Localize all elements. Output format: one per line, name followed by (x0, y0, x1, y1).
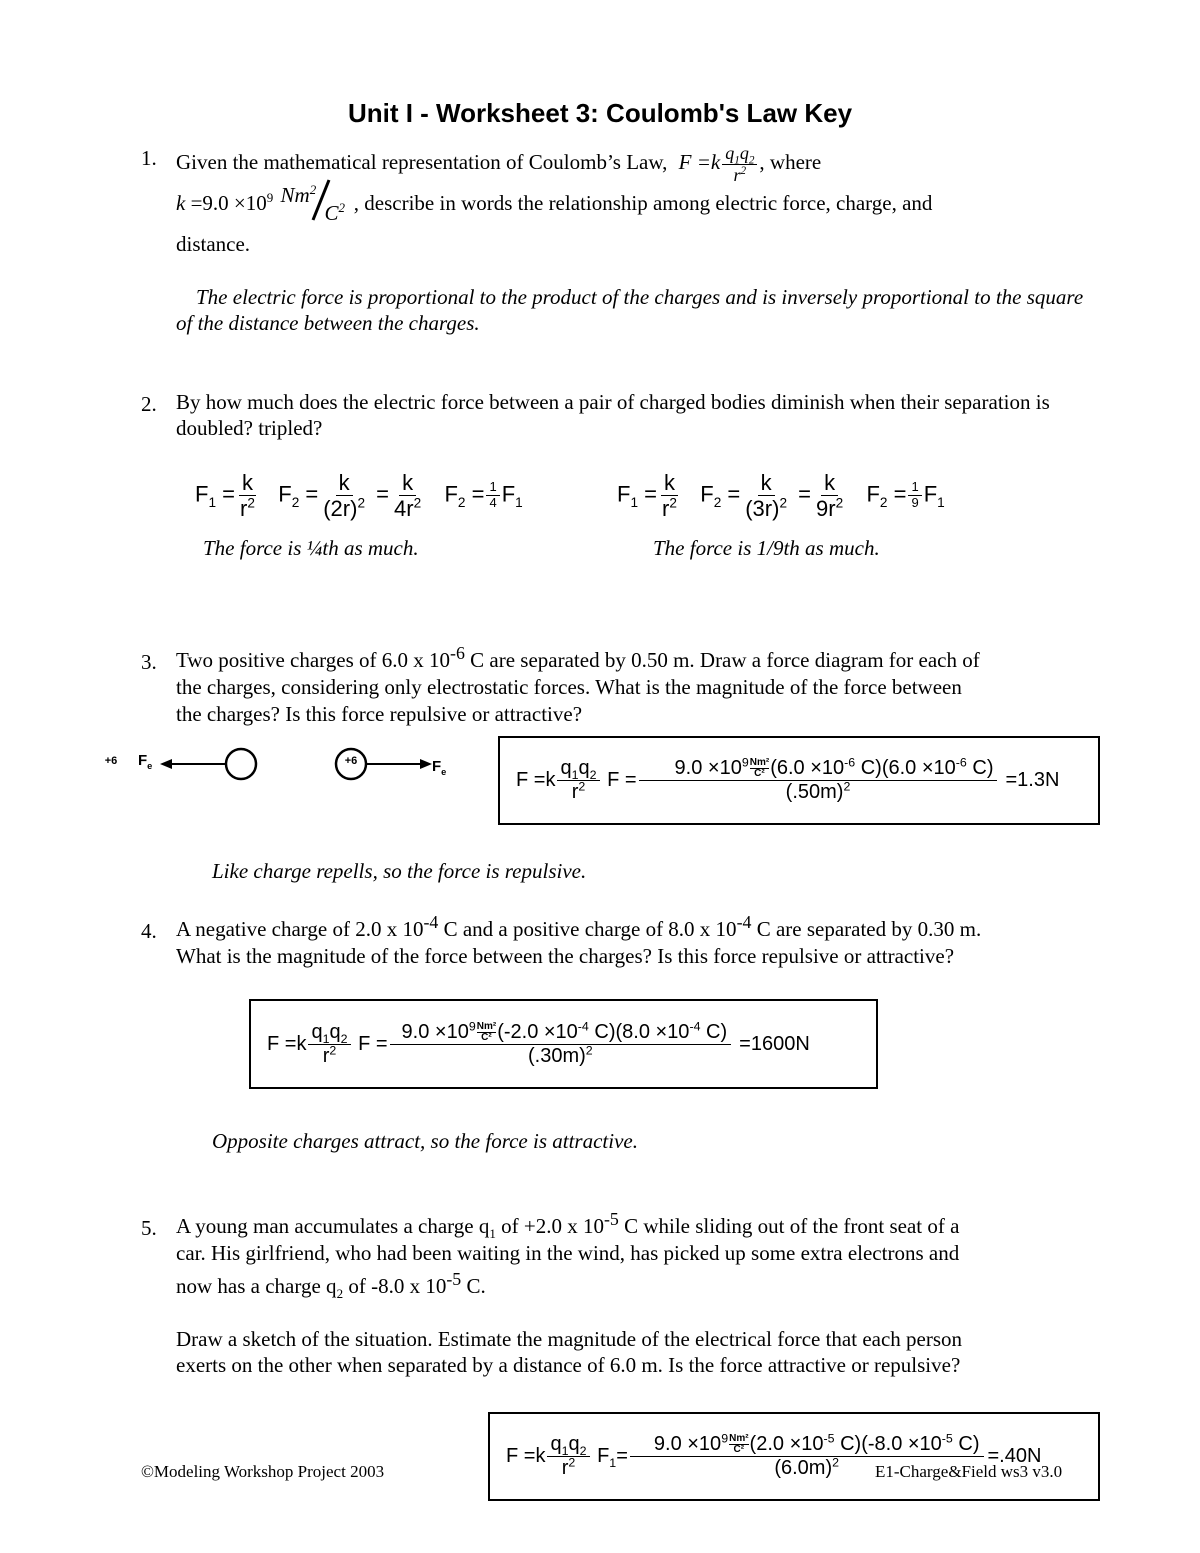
q3-arrow-right-head (420, 759, 432, 769)
q2-equation-left: $F_1$ = $\frac{k}{r^2}$ $F_2$ = $\frac{k}{(2r)^2}$ = $\frac{k}{4r^2}$ $F_2$ = $\frac{1}{4}$ $F_1$ (195, 470, 523, 522)
q3-line1 (176, 643, 980, 673)
q4-line2: What is the magnitude of the force between the charges? Is this force repulsive or attractive? (176, 944, 955, 968)
q3-force-diagram (130, 740, 460, 790)
q1-answer: The electric force is proportional to the product of the charges and is inversely proportional to the square of the distance between the charges. (176, 285, 1084, 335)
q3-charge-left (226, 749, 256, 779)
q2-text: By how much does the electric force between a pair of charged bodies diminish when their separation is doubled? tripled? (176, 390, 1050, 440)
q5-line2: car. His girlfriend, who had been waiting in the wind, has picked up some extra electrons and (176, 1241, 960, 1265)
q5-number: 5. (141, 1216, 157, 1240)
q3-result: =1.3N (1005, 769, 1060, 791)
q3-line2: the charges, considering only electrostatic forces. What is the magnitude of the force between (176, 675, 962, 699)
q2-left-coef: 1 (486, 480, 499, 496)
q4-number: 4. (141, 919, 157, 943)
q1-formula: F =k $\frac{q_1q_2}{r^2}$ (679, 150, 760, 174)
q2-equation-right: $F_1$ = $\frac{k}{r^2}$ $F_2$ = $\frac{k}{(3r)^2}$ = $\frac{k}{9r^2}$ $F_2$ = $\frac{1}{9}$ $F_1$ (617, 470, 945, 522)
q1-text-b: , describe in words the relationship among electric force, charge, and (353, 191, 933, 215)
q2-answer-left: The force is ¼th as much. (203, 536, 419, 560)
q5-calc: F =k $\frac{q_1q_2}{r^2}$ $F_1=$ $9.0 \times 10^9$ $\frac{\text{Nm²}}{\text{C²}}$ ($2.0 \times 10^{-5}$ $C)(-8.0 \times 10^{-5}$ C) $(6.0m)^2$ =.40N (506, 1431, 1042, 1479)
q2-left-den2: 4r (394, 496, 414, 522)
q4-answer: Opposite charges attract, so the force is attractive. (212, 1129, 638, 1153)
q3-line1-b: C are separated by 0.50 m. Draw a force diagram for each of (464, 648, 980, 672)
q4-answer-box (249, 999, 878, 1089)
q2-right-den2: 9r (816, 496, 836, 522)
q4-calc: F =k $\frac{q_1q_2}{r^2}$ F = $9.0 \times 10^9$ $\frac{\text{Nm²}}{\text{C²}}$ ($-2.0 \times 10^{-4}$ $C)(8.0 \times 10^{-4}$ C) $(.30m)^2$ =1600N (267, 1018, 810, 1067)
q4-result: =1600N (739, 1032, 810, 1055)
q3-calc: F =k $\frac{q_1q_2}{r^2}$ F = $9.0 \times 10^9$ $\frac{\text{Nm²}}{\text{C²}}$ ($6.0 \times 10^{-6}$ $C)(6.0 \times 10^{-6}$ C) $(.50m)^2$ =1.3N (516, 755, 1060, 803)
q3-line3: the charges? Is this force repulsive or attractive? (176, 702, 583, 726)
q1-k-units: Nm$^2$ $C^2$ (279, 190, 349, 220)
q1-where: , where (759, 150, 822, 174)
q5-para2-line1: Draw a sketch of the situation. Estimate the magnitude of the electrical force that each person (176, 1327, 963, 1351)
q3-charge-left-label: +6 (104, 755, 118, 767)
q3-number: 3. (141, 650, 157, 674)
footer-version: E1-Charge&Field ws3 v3.0 (875, 1462, 1063, 1481)
q1-number: 1. (141, 146, 157, 170)
q2-right-coef: 1 (908, 480, 921, 496)
q3-denominator: (.50m) (785, 781, 844, 803)
q2-right-den1: (3r) (745, 496, 780, 522)
q2-answer-right: The force is 1/9th as much. (653, 536, 880, 560)
q2-number: 2. (141, 392, 157, 416)
q5-line3: now has a charge $q_2$ of -8.0 x $10^{-5}$ C. (176, 1269, 486, 1302)
q5-line1: A young man accumulates a charge $q_1$ of +2.0 x $10^{-5}$ C while sliding out of the front seat of a (176, 1209, 960, 1242)
q3-line1-a: Two positive charges of 6.0 x 10 (176, 648, 451, 672)
q3-line1-exp: -6 (450, 643, 465, 663)
q2-left-coef-den: 4 (489, 495, 497, 511)
page-title: Unit I - Worksheet 3: Coulomb's Law Key (347, 98, 853, 128)
q1-text-c: distance. (176, 232, 251, 256)
q1-k-symbol: k (176, 191, 186, 215)
q2-left-den1: (2r) (323, 496, 358, 522)
q1-text (176, 143, 821, 185)
q3-answer-box (498, 736, 1100, 825)
q3-force-right-label: $F_e$ (432, 758, 447, 777)
q3-charge-right-label: +6 (344, 755, 358, 767)
q5-denominator: (6.0m) (774, 1457, 833, 1479)
q3-force-left-label: $F_e$ (138, 752, 153, 771)
q5-para2-line2: exerts on the other when separated by a distance of 6.0 m. Is the force attractive or repulsive? (176, 1353, 961, 1377)
footer-copyright: ©Modeling Workshop Project 2003 (141, 1462, 385, 1481)
q1-k-value: 9.0 ×10 (202, 191, 267, 215)
q5-answer-box (488, 1412, 1100, 1501)
q1-text-a: Given the mathematical representation of Coulomb’s Law, (176, 150, 668, 174)
q4-denominator: (.30m) (527, 1044, 586, 1067)
q3-answer: Like charge repells, so the force is repulsive. (212, 859, 587, 883)
q5-result: =.40N (987, 1445, 1042, 1467)
q2-right-coef-den: 9 (911, 495, 919, 511)
q1-k-line: $k =9.0 \times 10^9$ Nm$^2$ $C^2$ , describe in words the relationship among electric force, charge, and (176, 190, 932, 220)
q3-arrow-left-head (160, 759, 172, 769)
q4-line1: A negative charge of 2.0 x $10^{-4}$ C and a positive charge of 8.0 x $10^{-4}$ C are separated by 0.30 m. (176, 912, 982, 941)
